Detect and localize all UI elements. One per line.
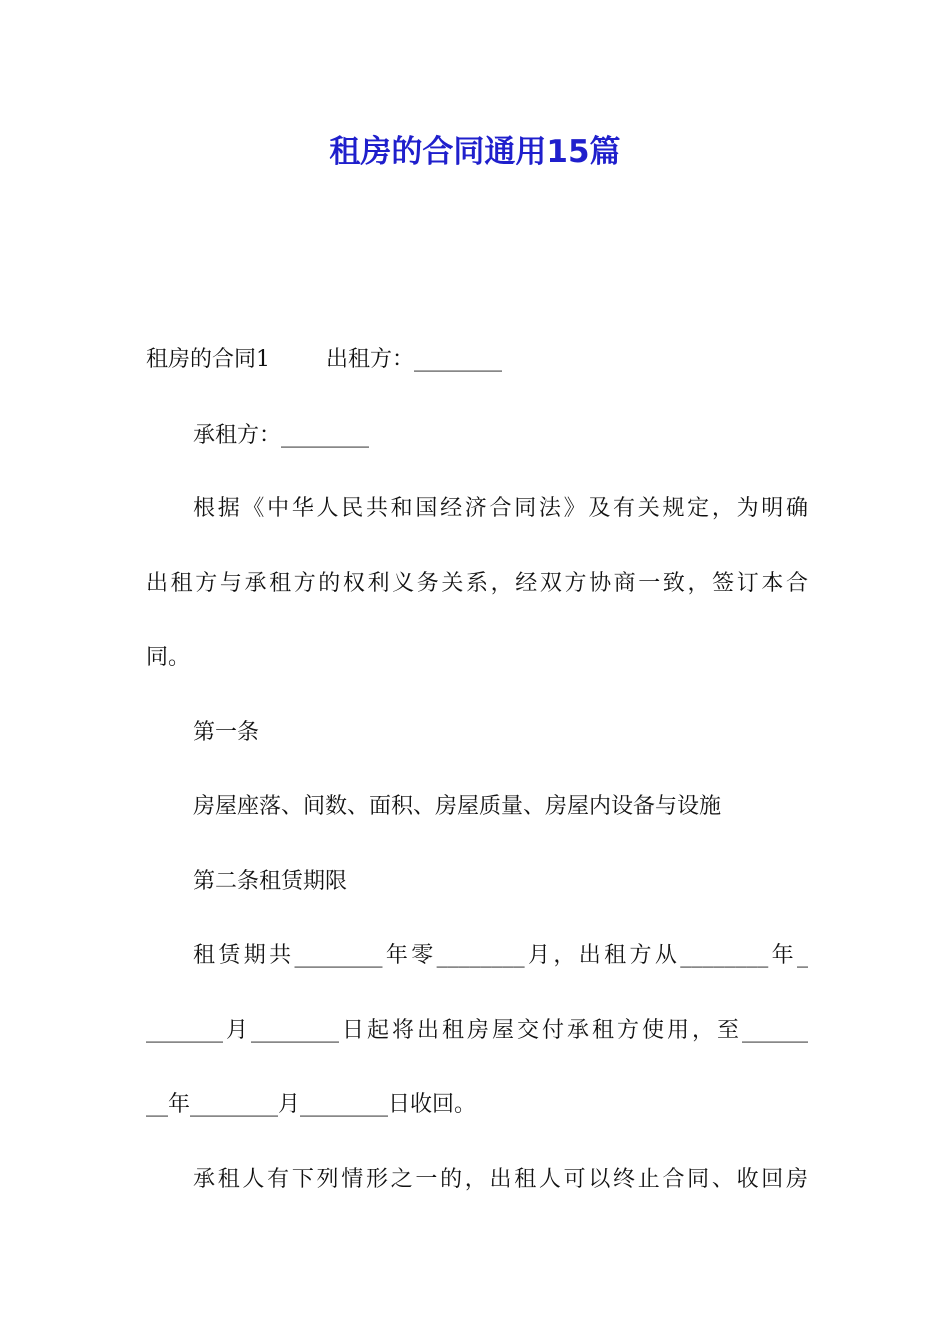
paragraph-line: 根据《中华人民共和国经济合同法》及有关规定，为明确 [193, 496, 808, 521]
contract-heading-line [146, 345, 808, 375]
lessee-field: 承租方：________ [193, 423, 370, 448]
paragraph-line: _______月________日起将出租房屋交付承租方使用，至______ [146, 1018, 808, 1043]
article-heading: 第二条租赁期限 [193, 869, 348, 894]
document-title: 租房的合同通用15篇 [329, 134, 621, 170]
lessor-field: 出租方：________ [326, 347, 503, 372]
paragraph-line: 房屋座落、间数、面积、房屋质量、房屋内设备与设施 [193, 794, 722, 819]
paragraph-line: 同。 [146, 645, 191, 670]
paragraph-line: 租赁期共________年零________月，出租方从________年_ [193, 943, 808, 968]
contract-number-label: 租房的合同1 [146, 347, 270, 372]
article-heading: 第一条 [193, 720, 260, 745]
paragraph-line: __年________月________日收回。 [146, 1092, 477, 1117]
paragraph-line: 出租方与承租方的权利义务关系，经双方协商一致，签订本合 [146, 571, 808, 596]
paragraph-line: 承租人有下列情形之一的，出租人可以终止合同、收回房 [193, 1167, 808, 1192]
